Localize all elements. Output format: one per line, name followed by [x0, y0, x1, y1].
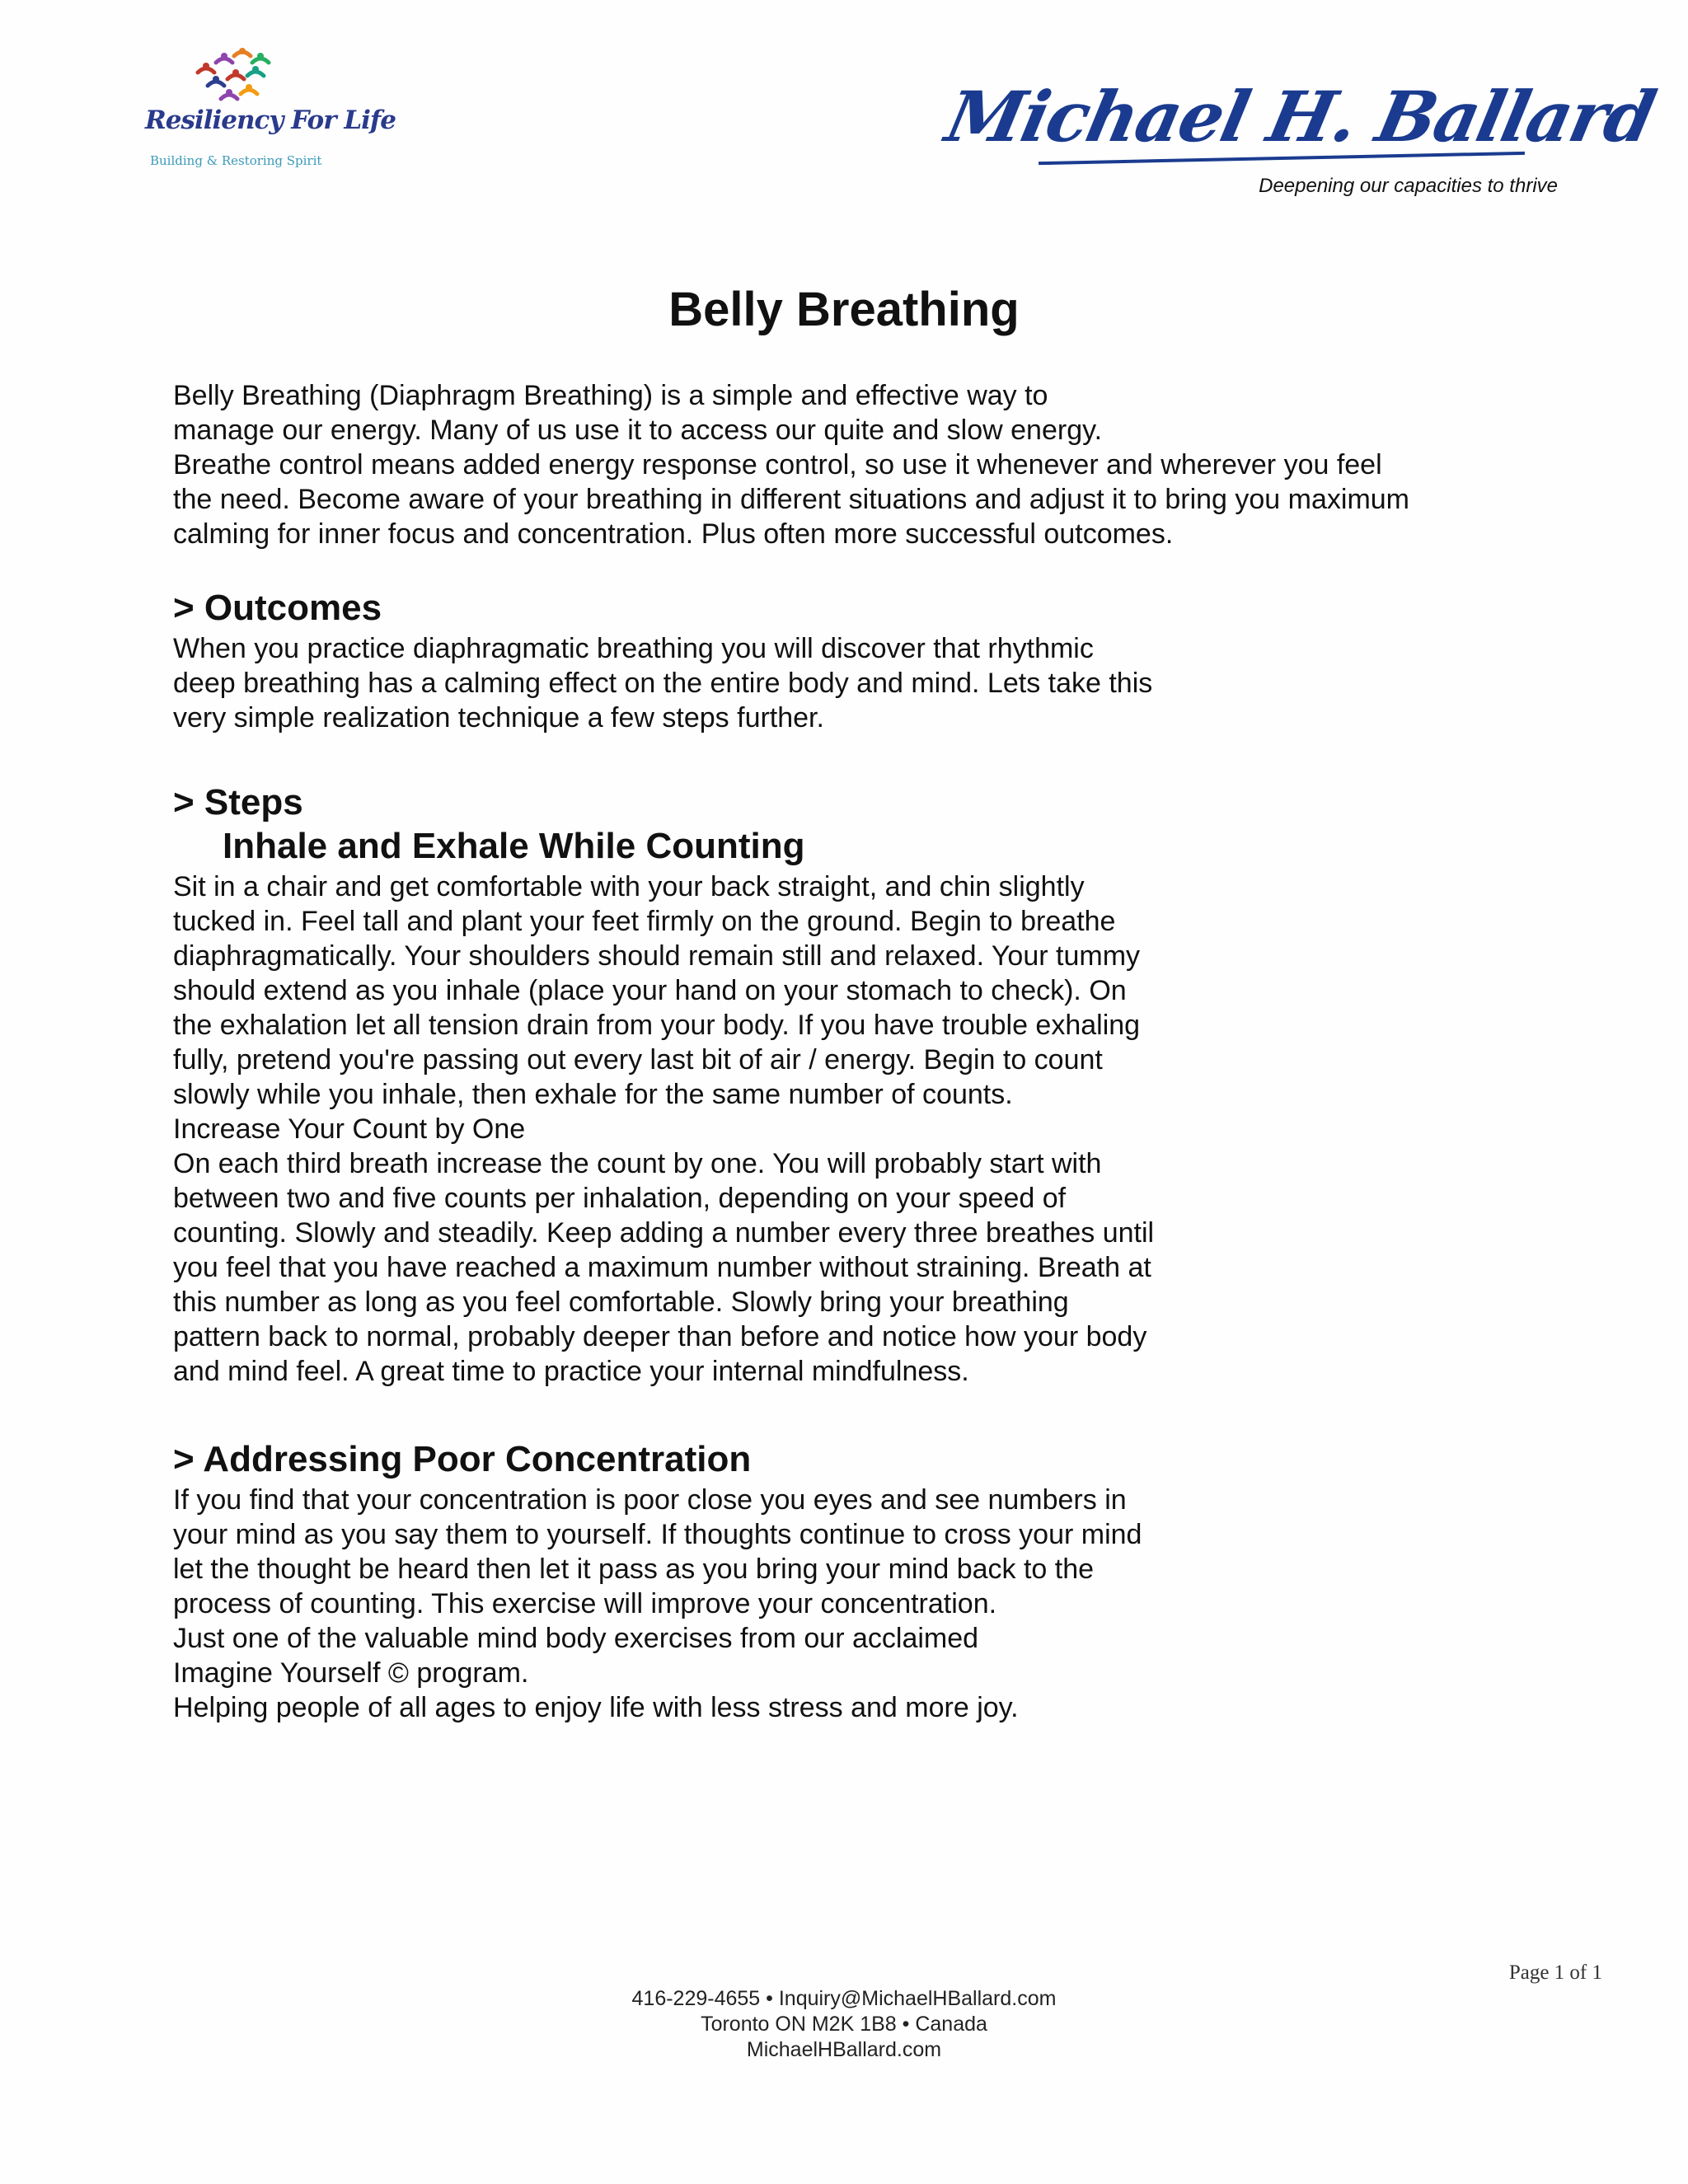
- logo-subtitle: Building & Restoring Spirit: [150, 153, 322, 168]
- concentration-text: If you find that your concentration is poor close you eyes and see numbers in your mind as you say them to yourself. If thoughts continue to cross your mind let the thought be heard then let it pass as you bring your mind back to the process of counting. This exercise will improve your concentration. Just one of the valuable mind body exercises from our acclaimed Imagine Yourself © program. Helping people of all ages to enjoy life with less stress and more joy.: [173, 1484, 1142, 1723]
- signature-block: [939, 76, 1662, 206]
- intro-text: Belly Breathing (Diaphragm Breathing) is a simple and effective way to manage our energy. Many of us use it to access our quite and slow energy. Breathe control means added energy response control, so use it whenever and wherever you feel the need. Become aware of your breathing in different situations and adjust it to bring you maximum calming for inner focus and concentration. Plus often more successful outcomes.: [173, 380, 1410, 550]
- page-number: Page 1 of 1: [1508, 1961, 1602, 1984]
- signature-name: Michael H. Ballard: [939, 76, 1662, 157]
- footer-contact: 416-229-4655 • Inquiry@MichaelHBallard.com: [631, 1987, 1057, 2010]
- outcomes-paragraph: [173, 631, 1574, 735]
- people-figures-icon: [191, 48, 290, 107]
- page-title: Belly Breathing: [668, 283, 1020, 336]
- steps-text: Sit in a chair and get comfortable with your back straight, and chin slightly tucked in. Feel tall and plant your feet firmly on the ground. Begin to breathe diaphragmatically. Your shoulders should remain still and relaxed. Your tummy should extend as you inhale (place your hand on your stomach to check). On the exhalation let all tension drain from your body. If you have trouble exhaling fully, pretend you're passing out every last bit of air / energy. Begin to count slowly while you inhale, then exhale for the same number of counts. Increase Your Count by One On each third breath increase the count by one. You will probably start with between two and five counts per inhalation, depending on your speed of counting. Slowly and steadily. Keep adding a number every three breathes until you feel that you have reached a maximum number without straining. Breath at this number as long as you feel comfortable. Slowly bring your breathing pattern back to normal, probably deeper than before and notice how your body and mind feel. A great time to practice your internal mindfulness.: [173, 871, 1155, 1387]
- outcomes-heading: > Outcomes: [173, 588, 382, 628]
- footer-address: Toronto ON M2K 1B8 • Canada: [701, 2013, 987, 2036]
- tagline: Deepening our capacities to thrive: [1259, 175, 1558, 197]
- steps-paragraph: [173, 869, 1574, 1389]
- footer-website[interactable]: MichaelHBallard.com: [746, 2038, 942, 2061]
- steps-heading: > Steps: [173, 782, 303, 823]
- intro-paragraph: [173, 378, 1574, 551]
- resiliency-logo: [140, 48, 396, 180]
- concentration-heading: > Addressing Poor Concentration: [173, 1439, 752, 1479]
- concentration-paragraph: [173, 1483, 1574, 1725]
- footer: [0, 1986, 1688, 2063]
- logo-title: Resiliency For Life: [145, 105, 396, 135]
- steps-subheading: Inhale and Exhale While Counting: [223, 826, 805, 866]
- outcomes-text: When you practice diaphragmatic breathing you will discover that rhythmic deep breathing has a calming effect on the entire body and mind. Lets take this very simple realization technique a few steps further.: [173, 633, 1153, 733]
